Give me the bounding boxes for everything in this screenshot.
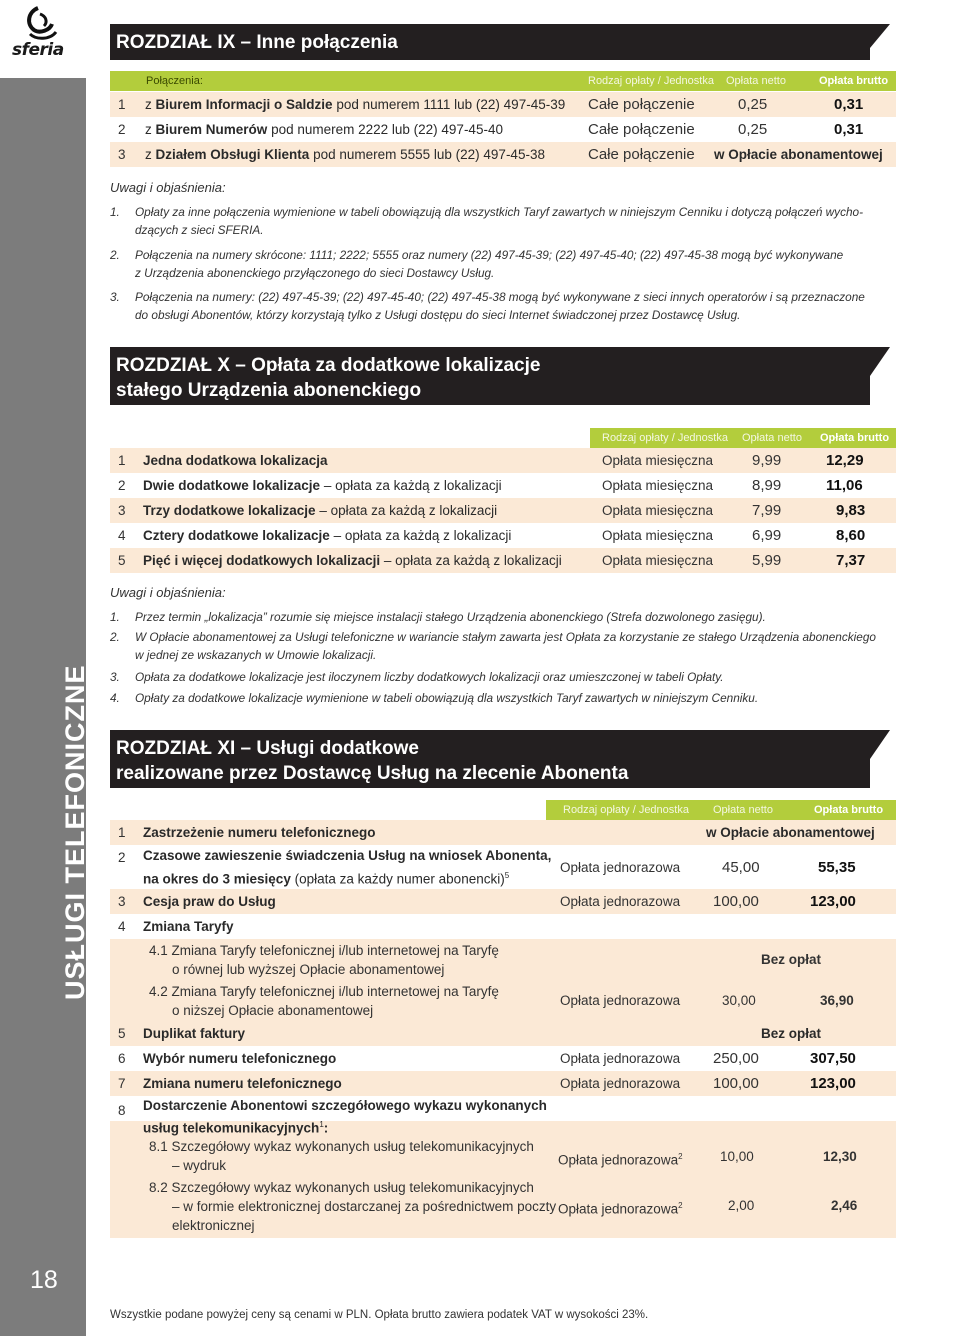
row-netto: 45,00: [722, 859, 760, 876]
row-number: 7: [118, 1076, 126, 1091]
s10-row-3: [110, 498, 896, 523]
footnote-marker: 2: [678, 1201, 683, 1210]
s9-header-unit: Rodzaj opłaty / Jednostka: [588, 75, 714, 87]
note-line: Opłaty za inne połączenia wymienione w tabeli obowiązują dla wszystkich Taryf zawartych w niniejszym Cenniku i dotyczą połączeń wycho-: [135, 205, 864, 219]
s11-row-3: [110, 889, 896, 914]
s11-row-5: [110, 1021, 896, 1046]
note-line: Przez termin „lokalizacja” rozumie się miejsce instalacji stałego Urządzenia abonenckiego (Strefa dozwolonego zasięgu).: [135, 610, 766, 624]
s9-header-row: [110, 71, 896, 91]
s10-row-4: [110, 523, 896, 548]
logo-area: [0, 0, 86, 78]
note-number: 3.: [110, 290, 120, 304]
row-unit: Opłata miesięczna: [602, 453, 714, 468]
row-brutto: 123,00: [810, 893, 856, 910]
row-label-bold: Czasowe zawieszenie świadczenia Usług na wniosek Abonenta,: [143, 848, 552, 863]
row-label-bold: Jedna dodatkowa lokalizacja: [143, 453, 328, 468]
title-11-corner: [820, 730, 890, 788]
page-number: 18: [30, 1266, 58, 1294]
row-label-bold: Działem Obsługi Klienta: [155, 147, 310, 162]
s9-row-3: [110, 142, 896, 167]
note-number: 1.: [110, 205, 120, 219]
s10-row-2: [110, 473, 896, 498]
row-netto: 250,00: [713, 1050, 759, 1067]
sub-label-line: 4.2 Zmiana Taryfy telefonicznej i/lub internetowej na Taryfę: [149, 984, 499, 999]
row-prefix: z: [145, 122, 152, 137]
row-number: 1: [118, 97, 126, 112]
row-brutto: 12,29: [826, 452, 864, 469]
row-label-note: (opłata za każdy numer abonencki): [294, 871, 505, 887]
note-line: Opłata za dodatkowe lokalizacje jest iloczynem liczby dodatkowych lokalizacji oraz umieszczonej w tabeli Opłaty.: [135, 670, 724, 684]
row-netto: 100,00: [713, 1075, 759, 1092]
footnote-marker: 5: [504, 871, 510, 880]
note-number: 4.: [110, 691, 120, 705]
s10-notes-title: Uwagi i objaśnienia:: [110, 585, 226, 600]
row-number: 2: [118, 478, 126, 493]
section-9-title: [110, 24, 870, 60]
sub-price-text: Bez opłat: [761, 952, 822, 967]
note-line: W Opłacie abonamentowej za Usługi telefoniczne w wariancie stałym zawarta jest Opłata za korzystanie ze stałego Urządzenia abonenckiego: [135, 630, 876, 644]
row-unit: Opłata miesięczna: [602, 503, 714, 518]
sub-label-line: – w formie elektronicznej dostarczanej za pośrednictwem poczty: [172, 1199, 557, 1214]
row-number: 3: [118, 147, 126, 162]
s10-note-2: [110, 628, 900, 668]
s9-header-netto: Opłata netto: [726, 75, 786, 87]
sub-label-line: 8.2 Szczegółowy wykaz wykonanych usług telekomunikacyjnych: [149, 1180, 534, 1195]
row-brutto: 55,35: [818, 859, 856, 876]
s11-header-brutto: Opłata brutto: [814, 804, 884, 816]
sub-unit: Opłata jednorazowa: [560, 993, 681, 1008]
row-label-bold: Wybór numeru telefonicznego: [143, 1051, 337, 1066]
s11-row-1: [110, 820, 896, 845]
sub-netto: 10,00: [720, 1149, 754, 1164]
row-label-rest: – opłata za każdą z lokalizacji: [383, 553, 562, 568]
row-brutto: 11,06: [826, 477, 863, 494]
row-unit: Opłata miesięczna: [602, 478, 714, 493]
sidebar: [0, 0, 90, 1336]
row-number: 1: [118, 825, 126, 840]
section-10-title: [110, 347, 870, 405]
row-price-text: w Opłacie abonamentowej: [714, 147, 883, 162]
s10-header-row: [590, 428, 896, 448]
row-unit: Opłata jednorazowa: [560, 1076, 681, 1091]
logo-wordmark: sferia: [12, 40, 64, 60]
row-label-bold: na okres do 3 miesięcy: [143, 871, 291, 887]
row-label-bold: Pięć i więcej dodatkowych lokalizacji: [143, 553, 381, 568]
row-label-bold: Zmiana numeru telefonicznego: [143, 1076, 342, 1091]
row-unit: Całe połączenie: [588, 121, 695, 138]
sub-label-line: o równej lub wyższej Opłacie abonamentowej: [172, 962, 445, 977]
s11-row-8-1-unit: [558, 1147, 683, 1170]
footnote-marker: 1: [319, 1120, 324, 1129]
s10-header-netto: Opłata netto: [742, 432, 802, 444]
section-10-title-line1: ROZDZIAŁ X – Opłata za dodatkowe lokalizacje: [116, 355, 541, 376]
row-brutto: 0,31: [834, 96, 864, 113]
row-number: 3: [118, 894, 126, 909]
sub-brutto: 36,90: [820, 993, 854, 1008]
row-unit: Opłata jednorazowa: [560, 860, 681, 875]
row-label-bold: Zastrzeżenie numeru telefonicznego: [143, 825, 376, 840]
s10-header-unit: Rodzaj opłaty / Jednostka: [602, 432, 728, 444]
row-number: 4: [118, 528, 126, 543]
row-unit: Opłata jednorazowa: [560, 894, 681, 909]
row-price-text: Bez opłat: [761, 1026, 822, 1041]
row-unit: Całe połączenie: [588, 146, 695, 163]
sferia-logo: [10, 4, 90, 60]
row-label-bold: Zmiana Taryfy: [143, 919, 234, 934]
row-label-bold: Biurem Informacji o Saldzie: [155, 97, 333, 112]
sub-label-line: 4.1 Zmiana Taryfy telefonicznej i/lub internetowej na Taryfę: [149, 943, 499, 958]
s10-note-4: [110, 689, 900, 709]
s10-row-1: [110, 448, 896, 473]
s9-row-2: [110, 117, 896, 142]
footnote-marker: 2: [678, 1152, 683, 1161]
row-label-rest: pod numerem 1111 lub (22) 497-45-39: [336, 97, 566, 112]
sub-brutto: 12,30: [823, 1149, 857, 1164]
sub-netto: 2,00: [728, 1198, 755, 1213]
row-netto: 100,00: [713, 893, 759, 910]
row-netto: 5,99: [752, 552, 782, 569]
row-unit: Całe połączenie: [588, 96, 695, 113]
note-line: do obsługi Abonentów, którzy korzystają tylko z Usługi dostępu do sieci Internet świadczonej przez Dostawcę Usług.: [135, 308, 741, 322]
row-label-rest: – opłata za każdą z lokalizacji: [323, 478, 502, 493]
row-label-rest: – opłata za każdą z lokalizacji: [333, 528, 512, 543]
row-brutto: 7,37: [836, 552, 866, 569]
row-number: 2: [118, 122, 126, 137]
note-line: w jednej ze wskazanych w Umowie lokalizacji.: [135, 648, 377, 662]
note-number: 2.: [110, 248, 120, 262]
row-label-bold: Duplikat faktury: [143, 1026, 246, 1041]
s11-row-2: [110, 845, 896, 889]
s10-note-3: [110, 668, 900, 688]
row-number: 5: [118, 553, 126, 568]
row-number: 3: [118, 503, 126, 518]
title-9-corner: [820, 24, 890, 60]
row-brutto: 123,00: [810, 1075, 856, 1092]
row-netto: 8,99: [752, 477, 782, 494]
section-9-title-text: ROZDZIAŁ IX – Inne połączenia: [116, 32, 398, 53]
sub-label-line: o niższej Opłacie abonamentowej: [172, 1003, 374, 1018]
row-prefix: z: [145, 147, 152, 162]
note-line: Opłaty za dodatkowe lokalizacje wymienione w tabeli obowiązują dla wszystkich Taryf zawartych w niniejszym Cenniku.: [135, 691, 759, 705]
sub-unit: Opłata jednorazowa: [558, 1201, 679, 1217]
row-brutto: 0,31: [834, 121, 864, 138]
row-netto: 6,99: [752, 527, 782, 544]
row-netto: 9,99: [752, 452, 782, 469]
s9-notes-title: Uwagi i objaśnienia:: [110, 180, 226, 195]
s11-row-6: [110, 1046, 896, 1071]
row-label-bold: Dwie dodatkowe lokalizacje: [143, 478, 321, 493]
row-unit: Opłata miesięczna: [602, 553, 714, 568]
s11-header-unit: Rodzaj opłaty / Jednostka: [563, 804, 689, 816]
section-11-title-line1: ROZDZIAŁ XI – Usługi dodatkowe: [116, 738, 419, 759]
row-number: 4: [118, 919, 126, 934]
row-number: 1: [118, 453, 126, 468]
row-unit: Opłata jednorazowa: [560, 1051, 681, 1066]
s11-header-row: [546, 800, 896, 820]
note-number: 3.: [110, 670, 120, 684]
title-10-corner: [820, 347, 890, 405]
s10-header-brutto: Opłata brutto: [820, 432, 890, 444]
row-label-rest: pod numerem 5555 lub (22) 497-45-38: [313, 147, 545, 162]
sub-label-line: – wydruk: [172, 1158, 227, 1173]
s11-row-8: 8 Dostarczenie Abonentowi szczegółowego wykazu wykonanych usług telekomunikacyjnych$^1$:: [118, 1098, 547, 1136]
row-number: 2: [118, 850, 126, 865]
note-line: dzących z sieci SFERIA.: [135, 223, 264, 237]
s9-note-1: [110, 203, 900, 243]
note-line: Połączenia na numery skrócone: 1111; 2222; 5555 oraz numery (22) 497-45-39; (22) 497-45-40; (22) 497-45-38 mogą być wykonywane: [135, 248, 844, 262]
row-prefix: z: [145, 97, 152, 112]
note-number: 1.: [110, 610, 120, 624]
logo-swirl-icon: [10, 4, 70, 44]
sub-brutto: 2,46: [831, 1198, 858, 1213]
sub-unit: Opłata jednorazowa: [558, 1152, 679, 1168]
row-label-bold: Biurem Numerów: [155, 122, 268, 137]
vertical-section-title: USŁUGI TELEFONICZNE: [60, 664, 90, 1000]
section-11-title-line2: realizowane przez Dostawcę Usług na zlecenie Abonenta: [116, 763, 629, 784]
footer-note: Wszystkie podane powyżej ceny są cenami w PLN. Opłata brutto zawiera podatek VAT w wysokości 23%.: [110, 1309, 649, 1321]
sub-label-line: 8.1 Szczegółowy wykaz wykonanych usług telekomunikacyjnych: [149, 1139, 534, 1154]
s9-row-1: [110, 92, 896, 117]
row-label-bold: Cesja praw do Usług: [143, 894, 276, 909]
s11-row-4-2: [149, 982, 499, 1020]
s11-row-8-2: [149, 1178, 556, 1235]
row-unit: Opłata miesięczna: [602, 528, 714, 543]
row-number: 8: [118, 1103, 126, 1118]
s11-row-8-1: [149, 1137, 534, 1175]
section-10-title-line2: stałego Urządzenia abonenckiego: [116, 380, 422, 401]
s10-row-5: [110, 548, 896, 573]
row-number: 5: [118, 1026, 126, 1041]
row-brutto: 8,60: [836, 527, 866, 544]
row-netto: 0,25: [738, 96, 768, 113]
s11-row-7: [110, 1071, 896, 1096]
sub-label-line: elektronicznej: [172, 1218, 255, 1233]
note-number: 2.: [110, 630, 120, 644]
row-netto: 0,25: [738, 121, 768, 138]
sub-netto: 30,00: [722, 993, 756, 1008]
s11-header-netto: Opłata netto: [713, 804, 773, 816]
row-netto: 7,99: [752, 502, 782, 519]
s10-note-1: [110, 608, 900, 628]
note-line: Połączenia na numery: (22) 497-45-39; (22) 497-45-40; (22) 497-45-38 mogą być wykonywane z sieci innych operatorów i są przeznaczone: [135, 290, 865, 304]
row-label-rest: pod numerem 2222 lub (22) 497-45-40: [271, 122, 503, 137]
row-price-text: w Opłacie abonamentowej: [706, 825, 875, 840]
row-brutto: 9,83: [836, 502, 866, 519]
row-label-bold: Trzy dodatkowe lokalizacje: [143, 503, 316, 518]
s9-header-label: Połączenia:: [146, 75, 203, 87]
s9-note-2: [110, 246, 900, 286]
s9-header-brutto: Opłata brutto: [819, 75, 889, 87]
section-11-title: [110, 730, 870, 788]
s9-note-3: [110, 288, 900, 328]
note-line: z Urządzenia abonenckiego przyłączonego do sieci Dostawcy Usług.: [135, 266, 495, 280]
row-label-rest: – opłata za każdą z lokalizacji: [319, 503, 498, 518]
s11-row-8-2-unit: [558, 1196, 683, 1219]
row-brutto: 307,50: [810, 1050, 856, 1067]
s11-row-4-1: [149, 941, 499, 979]
row-label-bold: Dostarczenie Abonentowi szczegółowego wykazu wykonanych: [143, 1098, 547, 1113]
row-label-bold: Cztery dodatkowe lokalizacje: [143, 528, 330, 543]
row-label-bold: usług telekomunikacyjnych: [143, 1120, 320, 1136]
row-number: 6: [118, 1051, 126, 1066]
